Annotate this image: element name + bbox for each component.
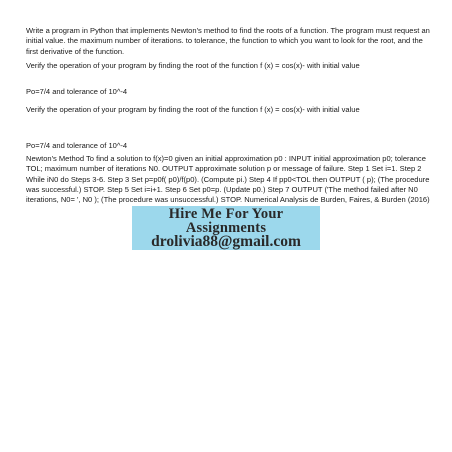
watermark-line-1: Hire Me For Your [168,206,284,222]
initial-value-line: Po=7/4 and tolerance of 10^-4 [26,87,128,96]
verification-paragraph-repeat: Verify the operation of your program by finding the root of the function f (x) = cos(x)- with initial value [26,105,360,114]
watermark-banner [132,206,320,250]
watermark-line-2: Assignments [185,219,267,236]
watermark-email: drolivia88@gmail.com [151,233,301,250]
verification-paragraph: Verify the operation of your program by finding the root of the function f (x) = cos(x)- with initial value [26,61,360,70]
problem-statement-paragraph: Write a program in Python that implements Newton's method to find the roots of a function. The program must request an initial value. the maximum number of iterations. to tolerance, the function to which you want to look for the root, and the first derivative of the function. [26,26,430,56]
newtons-method-algorithm-paragraph: Newton's Method To find a solution to f(x)=0 given an initial approximation p0 : INPUT initial approximation p0; tolerance TOL; maximum number of iterations N0. OUTPUT approximate solution p or message of failure. Step 1 Set i=1. Step 2 While iN0 do Steps 3-6. Step 3 Set p=p0f( p0)/f(p0). (Compute pi.) Step 4 If pp0<TOL then OUTPUT ( p); (The procedure was successful.) STOP. Step 5 Set i=i+1. Step 6 Set p0=p. (Update p0.) Step 7 OUTPUT ('The method failed after N0 iterations, N0= ', N0 ); (The procedure was unsuccessful.) STOP. Numerical Analysis de Burden, Faires, & Burden (2016) [26,154,430,205]
initial-value-line-repeat: Po=7/4 and tolerance of 10^-4 [26,141,128,150]
